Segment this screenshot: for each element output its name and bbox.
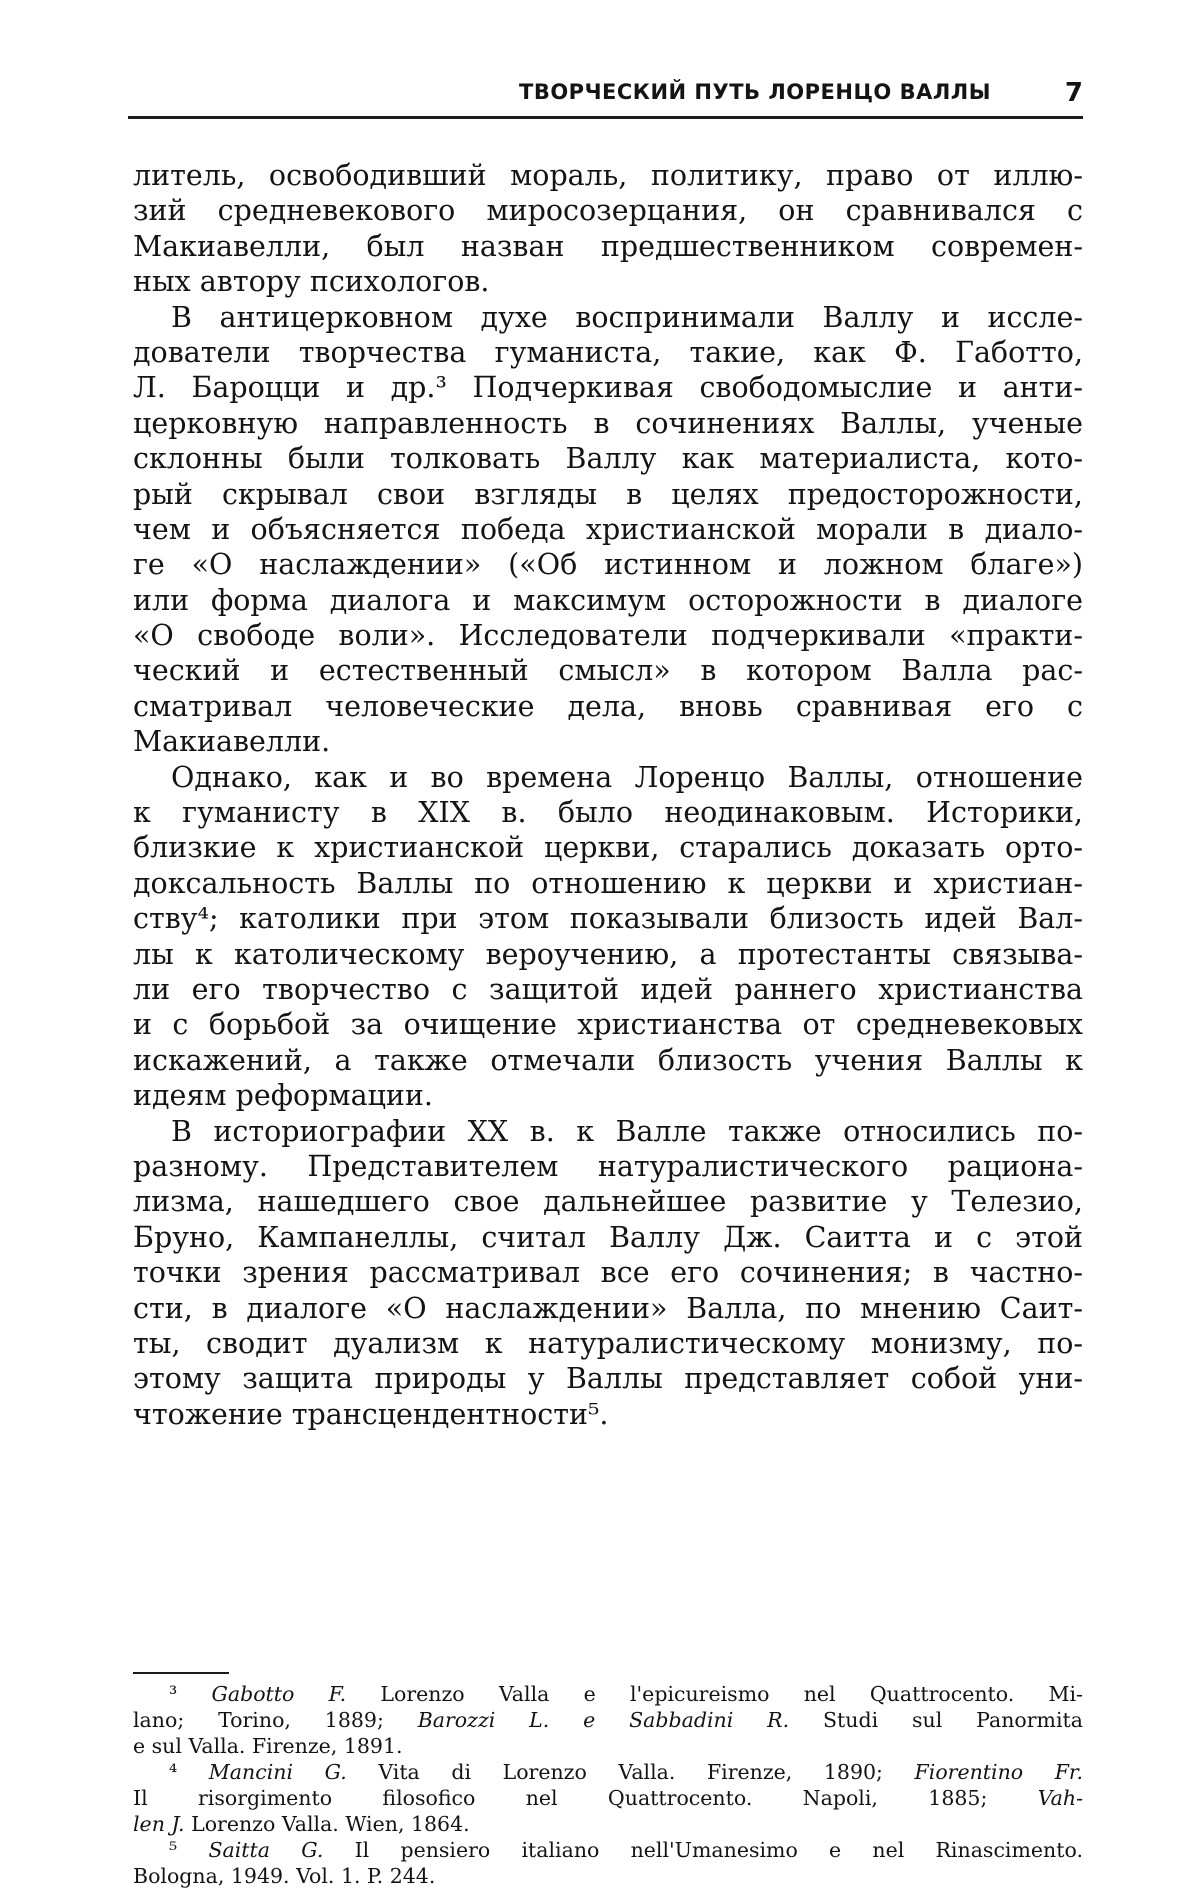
- citation-author: len J.: [133, 1812, 185, 1836]
- footnote-marker: ⁴: [169, 1760, 178, 1784]
- footnote-line: [133, 1863, 1083, 1889]
- text-line: зий средневекового миросозерцания, он сравнивался с: [133, 194, 1083, 228]
- citation-text: Lorenzo Valla. Wien, 1864.: [184, 1812, 470, 1836]
- text-line: В историографии XX в. к Валле также относились по-: [171, 1114, 1083, 1148]
- text-line: ческий и естественный смысл» в котором Валла рас-: [133, 654, 1083, 688]
- citation-text: Lorenzo Valla e l'epicureismo nel Quattrocento. Mi-: [346, 1682, 1083, 1706]
- text-line: склонны были толковать Валлу как материалиста, кото-: [133, 442, 1083, 476]
- citation-text: e sul Valla. Firenze, 1891.: [133, 1734, 403, 1758]
- paragraph: [133, 300, 1083, 760]
- text-line: Макиавелли, был назван предшественником современ-: [133, 229, 1083, 263]
- page-number: 7: [1064, 78, 1083, 108]
- text-line: чтожение трансцендентности⁵.: [133, 1397, 609, 1431]
- text-line: лизма, нашедшего свое дальнейшее развитие у Телезио,: [133, 1185, 1083, 1219]
- body-text: [133, 158, 1083, 1432]
- text-line: Однако, как и во времена Лоренцо Валлы, отношение: [171, 760, 1083, 794]
- text-line: разному. Представителем натуралистического рациона-: [133, 1149, 1083, 1183]
- footnote-rule: [133, 1672, 229, 1674]
- page-header: [128, 78, 1083, 112]
- text-line: сти, в диалоге «О наслаждении» Валла, по мнению Саит-: [133, 1291, 1083, 1325]
- text-line: литель, освободивший мораль, политику, право от иллю-: [133, 159, 1083, 192]
- text-line: Бруно, Кампанеллы, считал Валлу Дж. Саитта и с этой: [133, 1220, 1083, 1254]
- footnote-line: [133, 1785, 1083, 1811]
- header-rule: [128, 116, 1083, 119]
- text-line: ге «О наслаждении» («Об истинном и ложном благе»): [133, 548, 1083, 582]
- text-line: ных автору психологов.: [133, 265, 490, 299]
- citation-author: Fiorentino Fr.: [914, 1760, 1083, 1784]
- text-line: близкие к христианской церкви, старались доказать орто-: [133, 831, 1083, 865]
- text-line: «О свободе воли». Исследователи подчеркивали «практи-: [133, 619, 1083, 653]
- text-line: Л. Бароцци и др.³ Подчеркивая свободомыслие и анти-: [133, 371, 1083, 405]
- citation-author: Barozzi L. e Sabbadini R.: [417, 1708, 790, 1732]
- text-line: ству⁴; католики при этом показывали близость идей Вал-: [133, 902, 1083, 936]
- citation-text: Vita di Lorenzo Valla. Firenze, 1890;: [346, 1760, 915, 1784]
- text-line: лы к католическому вероучению, а протестанты связыва-: [133, 937, 1083, 971]
- citation-author: Gabotto F.: [211, 1682, 347, 1706]
- footnote-line: [133, 1733, 1083, 1759]
- text-line: доксальность Валлы по отношению к церкви и христиан-: [133, 866, 1083, 900]
- footnote-line: [133, 1811, 1083, 1837]
- citation-text: Studi sul Panormita: [789, 1708, 1083, 1732]
- paragraph: [133, 158, 1083, 300]
- citation-text: Il pensiero italiano nell'Umanesimo e nel Rinascimento.: [323, 1838, 1083, 1862]
- footnote: [133, 1681, 1083, 1759]
- text-line: В антицерковном духе воспринимали Валлу и иссле-: [171, 300, 1083, 334]
- footnote-line: [133, 1707, 1083, 1733]
- text-line: сматривал человеческие дела, вновь сравнивая его с: [133, 689, 1083, 723]
- text-line: этому защита природы у Валлы представляет собой уни-: [133, 1362, 1083, 1396]
- footnote-marker: ³: [169, 1682, 178, 1706]
- text-line: к гуманисту в XIX в. было неодинаковым. Историки,: [133, 796, 1083, 830]
- text-line: церковную направленность в сочинениях Валлы, ученые: [133, 406, 1083, 440]
- footnote-marker: ⁵: [169, 1838, 178, 1862]
- footnote-line: [133, 1759, 1083, 1785]
- text-line: ты, сводит дуализм к натуралистическому монизму, по-: [133, 1326, 1083, 1360]
- footnotes: [133, 1681, 1083, 1889]
- running-title: ТВОРЧЕСКИЙ ПУТЬ ЛОРЕНЦО ВАЛЛЫ: [519, 80, 991, 104]
- footnote: [133, 1837, 1083, 1889]
- footnote: [133, 1759, 1083, 1837]
- citation-author: Saitta G.: [208, 1838, 324, 1862]
- citation-author: Vah-: [1037, 1786, 1083, 1810]
- paragraph: [133, 760, 1083, 1114]
- text-line: и с борьбой за очищение христианства от средневековых: [133, 1008, 1083, 1042]
- text-line: или форма диалога и максимум осторожности в диалоге: [133, 583, 1083, 617]
- citation-author: Mancini G.: [208, 1760, 347, 1784]
- paragraph: [133, 1114, 1083, 1433]
- citation-text: Il risorgimento filosofico nel Quattrocento. Napoli, 1885;: [133, 1786, 1038, 1810]
- footnote-line: [133, 1681, 1083, 1707]
- text-line: рый скрывал свои взгляды в целях предосторожности,: [133, 477, 1083, 511]
- citation-text: lano; Torino, 1889;: [133, 1708, 418, 1732]
- text-line: искажений, а также отмечали близость учения Валлы к: [133, 1043, 1083, 1077]
- text-line: идеям реформации.: [133, 1079, 433, 1113]
- text-line: ли его творчество с защитой идей раннего христианства: [133, 972, 1083, 1006]
- citation-text: Bologna, 1949. Vol. 1. P. 244.: [133, 1864, 436, 1888]
- footnote-line: [133, 1837, 1083, 1863]
- text-line: дователи творчества гуманиста, такие, как Ф. Габотто,: [133, 335, 1083, 369]
- text-line: точки зрения рассматривал все его сочинения; в частно-: [133, 1256, 1083, 1290]
- text-line: чем и объясняется победа христианской морали в диало-: [133, 512, 1083, 546]
- text-line: Макиавелли.: [133, 725, 331, 759]
